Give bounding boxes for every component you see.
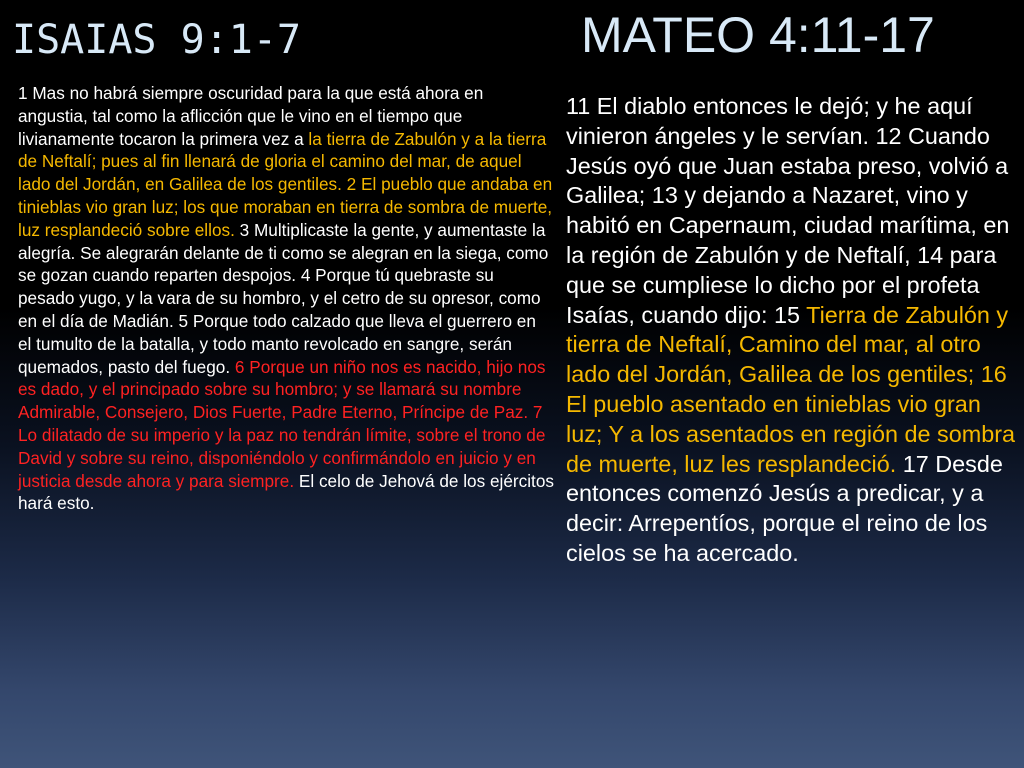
mateo-passage-segment: 11 El diablo entonces le dejó; y he aquí vinieron ángeles y le servían. 12 Cuando Jesús oyó que Juan estaba preso, volvió a Galilea; 13 y dejando a Nazaret, vino y habitó en Capernaum, ciudad marítima, en la región de Zabulón y de Neftalí, 14 para que se cumpliese lo dicho por el profeta Isaías, cuando dijo: 15 [566, 93, 1010, 328]
mateo-passage-segment: 17 Desde entonces comenzó Jesús a predicar, y a decir: Arrepentíos, porque el reino de los cielos se ha acercado. [566, 450, 1003, 566]
mateo-passage-highlight-yellow: Tierra de Zabulón y tierra de Neftalí, Camino del mar, al otro lado del Jordán, Galilea de los gentiles; 16 El pueblo asentado en tinieblas vio gran luz; Y a los asentados en región de sombra de muerte, luz les resplandeció. [566, 301, 1016, 477]
isaias-passage-segment: 1 Mas no habrá siempre oscuridad para la que está ahora en angustia, tal como la aflicción que le vino en el tiempo que livianamente tocaron la primera vez a [18, 83, 484, 149]
isaias-passage-segment: 3 Multiplicaste la gente, y aumentaste la alegría. Se alegrarán delante de ti como se alegran en la siega, como se gozan cuando reparten despojos. 4 Porque tú quebraste su pesado yugo, y la vara de su hombro, y el cetro de su opresor, como en el día de Madián. 5 Porque todo calzado que lleva el guerrero en el tumulto de la batalla, y todo manto revolcado en sangre, serán quemados, pasto del fuego. [18, 219, 549, 377]
isaias-passage-highlight-red: 6 Porque un niño nos es nacido, hijo nos es dado, y el principado sobre su hombro; y se llamará su nombre Admirable, Consejero, Dios Fuerte, Padre Eterno, Príncipe de Paz. 7 Lo dilatado de su imperio y la paz no tendrán límite, sobre el trono de David y sobre su reino, disponiéndolo y confirmándolo en juicio y en justicia desde ahora y para siempre. [18, 356, 546, 491]
isaias-title: ISAIAS 9:1-7 [12, 17, 301, 63]
isaias-passage-highlight-yellow: la tierra de Zabulón y a la tierra de Neftalí; pues al fin llenará de gloria el camino del mar, de aquel lado del Jordán, en Galilea de los gentiles. 2 El pueblo que andaba en tinieblas vio gran luz; los que moraban en tierra de sombra de muerte, luz resplandeció sobre ellos. [18, 128, 553, 240]
mateo-title: MATEO 4:11-17 [581, 7, 935, 63]
isaias-passage-segment: El celo de Jehová de los ejércitos hará esto. [18, 470, 554, 514]
mateo-passage [566, 92, 1018, 569]
isaias-passage [18, 82, 554, 515]
